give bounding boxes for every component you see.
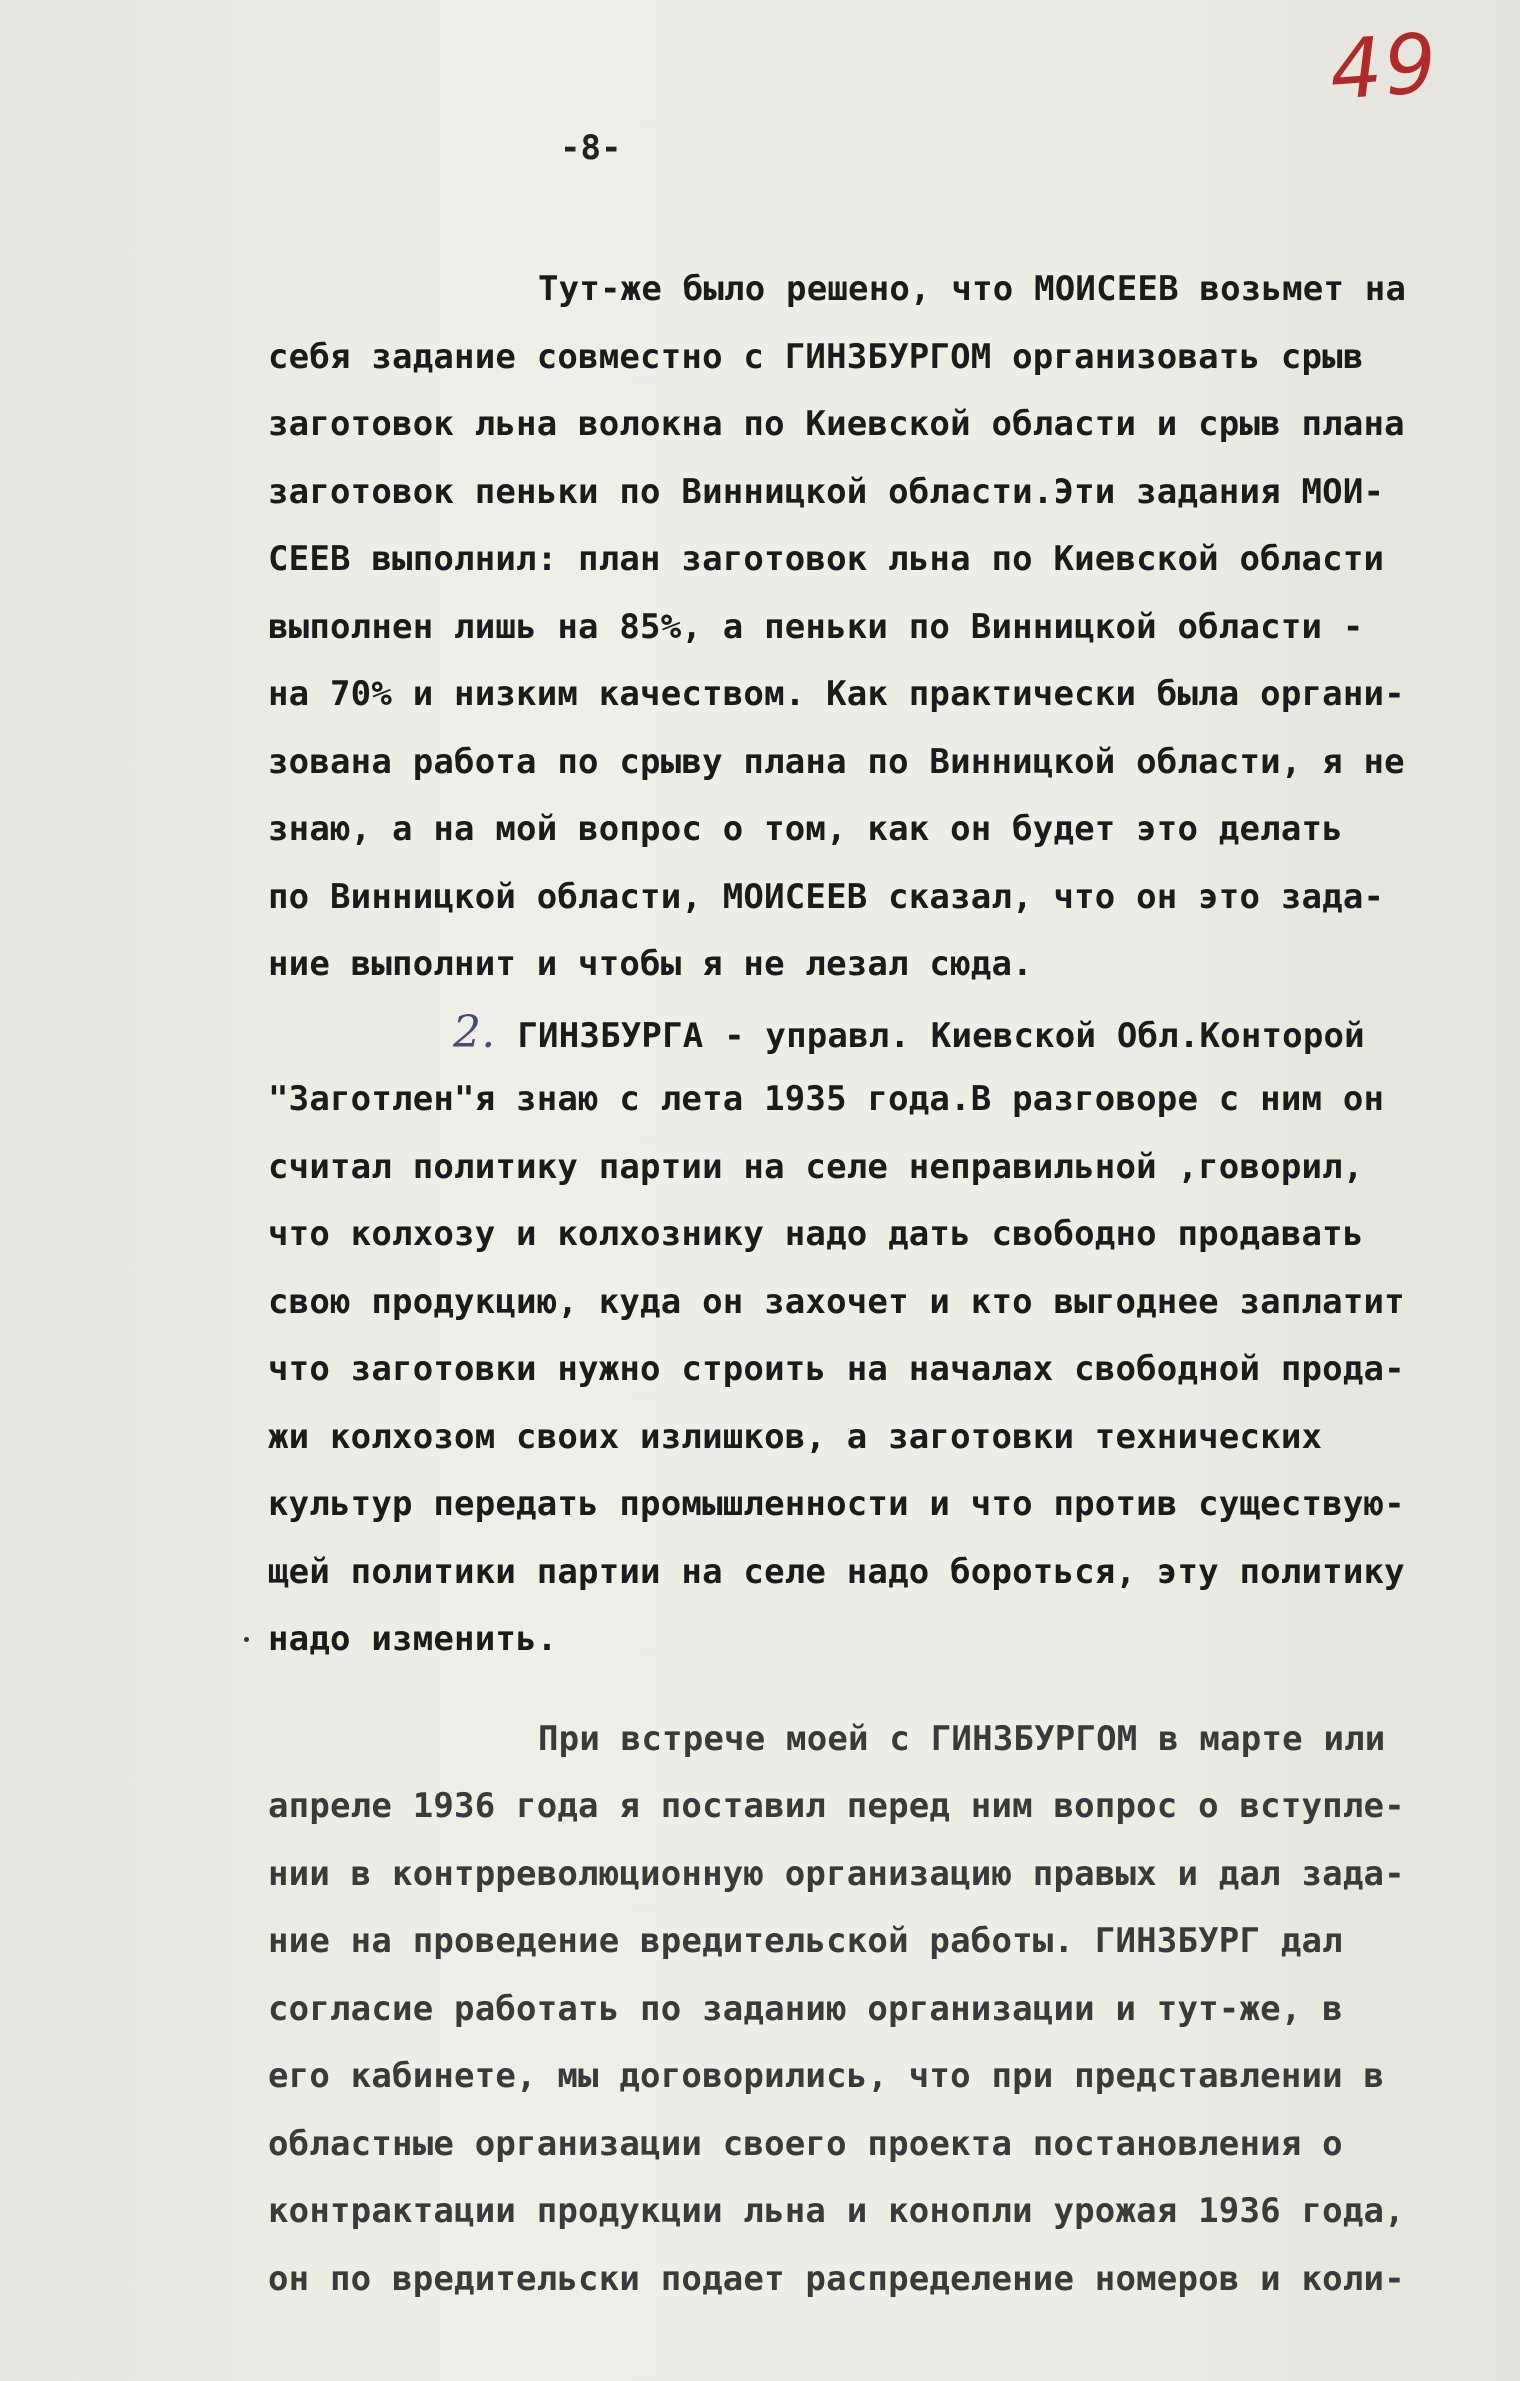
handwritten-item-marker: 2. bbox=[453, 1006, 496, 1058]
paragraph2-line: надо изменить. bbox=[268, 1619, 558, 1659]
paragraph2-first-line bbox=[268, 999, 1498, 1067]
paragraph2-line: щей политики партии на селе надо бороться, эту политику bbox=[268, 1551, 1405, 1592]
paragraph2-line: культур передать промышленности и что против существую- bbox=[268, 1484, 1405, 1524]
paragraph1-line: знаю, а на мой вопрос о том, как он будет это делать bbox=[268, 809, 1343, 849]
paragraph1-line: СЕЕВ выполнил: план заготовок льна по Киевской области bbox=[268, 539, 1385, 579]
paragraph1-line: зована работа по срыву плана по Винницкой области, я не bbox=[268, 741, 1405, 782]
paragraph3-line: областные организации своего проекта постановления о bbox=[268, 2123, 1343, 2164]
paragraph2-line: "Заготлен"я знаю с лета 1935 года.В разговоре с ним он bbox=[268, 1079, 1385, 1119]
paragraph1-line: заготовок пеньки по Винницкой области.Эти задания МОИ- bbox=[268, 471, 1385, 512]
paragraph3-line: ние на проведение вредительской работы. ГИНЗБУРГ дал bbox=[268, 1921, 1343, 1961]
paragraph1-line: заготовок льна волокна по Киевской области и срыв плана bbox=[268, 404, 1405, 444]
paragraph2-line: что заготовки нужно строить на началах свободной прода- bbox=[268, 1349, 1405, 1389]
page-number: -8- bbox=[560, 128, 622, 168]
paragraph3-line: согласие работать по заданию организации и тут-же, в bbox=[268, 1988, 1343, 2029]
ink-speck bbox=[244, 1637, 249, 1642]
paragraph2-line: ГИНЗБУРГА - управл. Киевской Обл.Конторой bbox=[517, 1015, 1365, 1056]
paragraph3-line: его кабинете, мы договорились, что при представлении в bbox=[268, 2056, 1385, 2096]
paragraph2-line: жи колхозом своих излишков, а заготовки технических bbox=[268, 1416, 1323, 1457]
paragraph2-line: считал политику партии на селе неправильной ,говорил, bbox=[268, 1146, 1364, 1187]
paragraph3-line: апреле 1936 года я поставил перед ним вопрос о вступле- bbox=[268, 1786, 1405, 1826]
paragraph-gap bbox=[268, 1674, 1498, 1706]
paragraph1-line: себя задание совместно с ГИНЗБУРГОМ организовать срыв bbox=[268, 336, 1364, 377]
typewritten-text bbox=[268, 256, 1498, 2313]
paragraph3-line: он по вредительски подает распределение номеров и коли- bbox=[268, 2258, 1405, 2299]
paragraph2-line: свою продукцию, куда он захочет и кто выгоднее заплатит bbox=[268, 1281, 1405, 1322]
archive-page-number: 49 bbox=[1326, 16, 1442, 119]
paragraph1-line: Тут-же было решено, что МОИСЕЕВ возьмет на bbox=[538, 269, 1407, 309]
paragraph1-line: ние выполнит и чтобы я не лезал сюда. bbox=[268, 944, 1033, 984]
paragraph3-line: нии в контрреволюционную организацию правых и дал зада- bbox=[268, 1853, 1405, 1894]
paragraph3-line: При встрече моей с ГИНЗБУРГОМ в марте или bbox=[538, 1718, 1386, 1759]
paragraph3-line: контрактации продукции льна и конопли урожая 1936 года, bbox=[268, 2191, 1405, 2231]
paragraph1-line: на 70% и низким качеством. Как практически была органи- bbox=[268, 674, 1405, 714]
paragraph1-line: выполнен лишь на 85%, а пеньки по Винницкой области - bbox=[268, 606, 1364, 647]
paragraph2-line: что колхозу и колхознику надо дать свободно продавать bbox=[268, 1214, 1364, 1254]
paragraph1-line: по Винницкой области, МОИСЕЕВ сказал, что он это зада- bbox=[268, 876, 1385, 917]
